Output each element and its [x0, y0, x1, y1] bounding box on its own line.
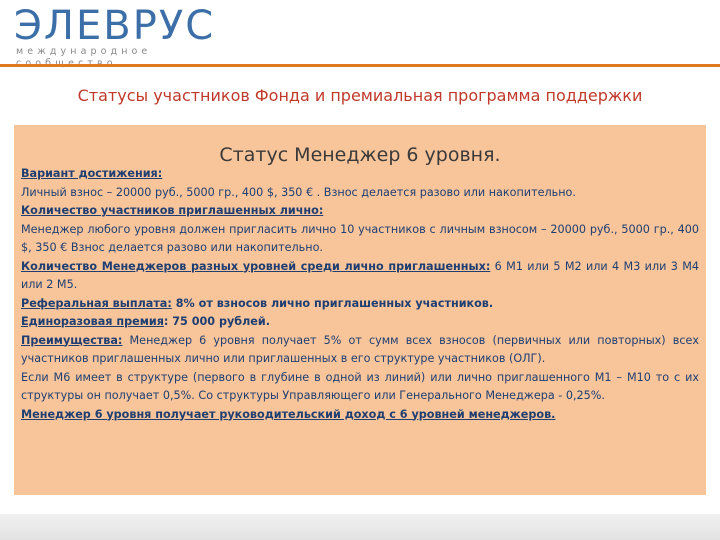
invited-heading [21, 202, 699, 221]
onetime-label: Единоразовая премия [21, 315, 164, 328]
invited-text: Менеджер любого уровня должен пригласить лично 10 участников с личным взносом – 20000 руб., 5000 гр., 400 $, 350 € Взнос делается разово или накопительно. [21, 222, 699, 254]
managers-text: 6 М1 или 5 М2 или 4 М3 или 3 М4 или 2 М5. [21, 259, 699, 291]
achievement-label: Вариант достижения: [21, 167, 163, 180]
logo-wordmark: ЭЛЕВРУС [14, 3, 216, 49]
final-text: Менеджер 6 уровня получает руководительский доход с 6 уровней менеджеров. [21, 407, 556, 421]
final-paragraph [21, 406, 699, 425]
header-divider [0, 64, 720, 67]
logo [14, 4, 244, 60]
page-title: Статусы участников Фонда и премиальная программа поддержки [77, 86, 643, 105]
footer-band [0, 514, 720, 540]
advantages-text: Менеджер 6 уровня получает 5% от сумм всех взносов (первичных или повторных) всех участников приглашенных лично или приглашенных в его структуре участников (ОЛГ). [21, 333, 699, 365]
status-panel [14, 125, 706, 495]
m6-paragraph: Если М6 имеет в структуре (первого в глубине в одной из линий) или лично приглашенного М1 – М10 то с их структуры он получает 0,5%. Со структуры Управляющего или Генерального Менеджера - 0,25%. [21, 370, 699, 402]
logo-subtitle: международное [16, 46, 152, 57]
onetime-text: : 75 000 рублей. [163, 315, 270, 328]
referral-text: 8% от взносов лично приглашенных участников. [171, 296, 494, 310]
invited-label: Количество участников приглашенных лично: [21, 204, 324, 217]
managers-label: Количество Менеджеров разных уровней среди лично приглашенных: [21, 259, 491, 273]
panel-body [21, 165, 699, 424]
achievement-text: Личный взнос – 20000 руб., 5000 гр., 400 $, 350 € . Взнос делается разово или накопительно. [21, 185, 576, 199]
managers-paragraph [21, 258, 699, 295]
advantages-paragraph [21, 332, 699, 369]
referral-label: Реферальная выплата: [21, 296, 172, 310]
panel-title: Статус Менеджер 6 уровня. [219, 144, 501, 166]
referral-paragraph [21, 295, 699, 314]
achievement-heading [21, 165, 699, 184]
advantages-label: Преимущества: [21, 333, 123, 347]
onetime-paragraph [21, 313, 699, 332]
